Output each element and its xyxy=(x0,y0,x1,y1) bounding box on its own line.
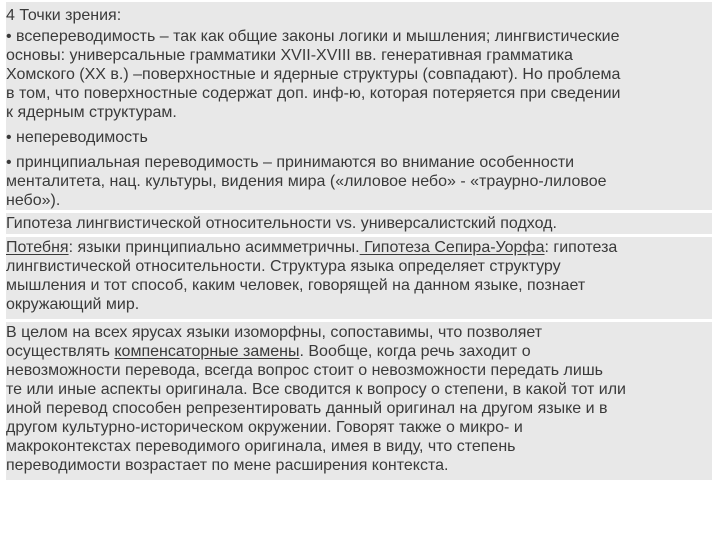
conclusion-line: невозможности перевода, всегда вопрос стоит о невозможности передать лишь xyxy=(6,362,603,379)
slide xyxy=(6,2,714,538)
bullet-line: в том, что поверхностные содержат доп. инф-ю, которая потеряется при сведении xyxy=(6,85,621,102)
potebnya-text2: : гипотеза xyxy=(544,239,618,256)
bullet-line: • всепереводимость – так как общие законы логики и мышления; лингвистические xyxy=(6,28,620,45)
potebnya-text: : языки принципиально асимметричны. xyxy=(68,239,360,256)
conclusion-line: другом культурно-историческом окружении. Говорят также о микро- и xyxy=(6,419,523,436)
bullet-line: основы: универсальные грамматики XVII-XVIII вв. генеративная грамматика xyxy=(6,47,573,64)
potebnya-line: лингвистической относительности. Структура языка определяет структуру xyxy=(6,258,561,275)
compensatory-replacements-link: компенсаторные замены xyxy=(114,343,300,360)
bullet-line: • принципиальная переводимость – принимаются во внимание особенности xyxy=(6,154,575,171)
conclusion-post: . Вообще, когда речь заходит о xyxy=(299,343,531,360)
potebnya-first-line xyxy=(6,238,617,257)
conclusion-line: переводимости возрастает по мене расширения контекста. xyxy=(6,457,449,474)
hypothesis-text: Гипотеза лингвистической относительности vs. универсалистский подход. xyxy=(6,215,557,232)
bullet-principal-translatability xyxy=(6,153,607,210)
heading-text: 4 Точки зрения: xyxy=(6,7,122,24)
bullet-line: менталитета, нац. культуры, видения мира («лиловое небо» - «траурно-лиловое xyxy=(6,173,607,190)
conclusion-pre: осуществлять xyxy=(6,343,115,360)
bullet-line: к ядерным структурам. xyxy=(6,104,177,121)
bullet-line: • непереводимость xyxy=(6,129,148,146)
bullet-line: Хомского (XX в.) –поверхностные и ядерные структуры (совпадают). Но проблема xyxy=(6,66,621,83)
potebnya-paragraph xyxy=(6,238,617,314)
sapir-whorf-link: Гипотеза Сепира-Уорфа xyxy=(359,239,545,256)
conclusion-line: иной перевод способен репрезентировать данный оригинал на другом языке и в xyxy=(6,400,608,417)
bullet-all-translatable xyxy=(6,27,620,122)
page-title xyxy=(6,6,121,25)
bullet-line: небо»). xyxy=(6,192,61,209)
potebnya-line: окружающий мир. xyxy=(6,296,140,313)
conclusion-line-compensatory xyxy=(6,342,626,361)
conclusion-paragraph xyxy=(6,323,626,475)
conclusion-line: макроконтекстах переводимого оригинала, имея в виду, что степень xyxy=(6,438,516,455)
potebnya-name: Потебня xyxy=(6,239,69,256)
potebnya-line: мышления и тот способ, каким человек, говорящей на данном языке, познает xyxy=(6,277,586,294)
bullet-untranslatable xyxy=(6,128,148,147)
conclusion-line: те или иные аспекты оригинала. Все сводится к вопросу о степени, в какой тот или xyxy=(6,381,626,398)
conclusion-line: В целом на всех ярусах языки изоморфны, сопоставимы, что позволяет xyxy=(6,324,543,341)
hypothesis-line xyxy=(6,214,557,233)
